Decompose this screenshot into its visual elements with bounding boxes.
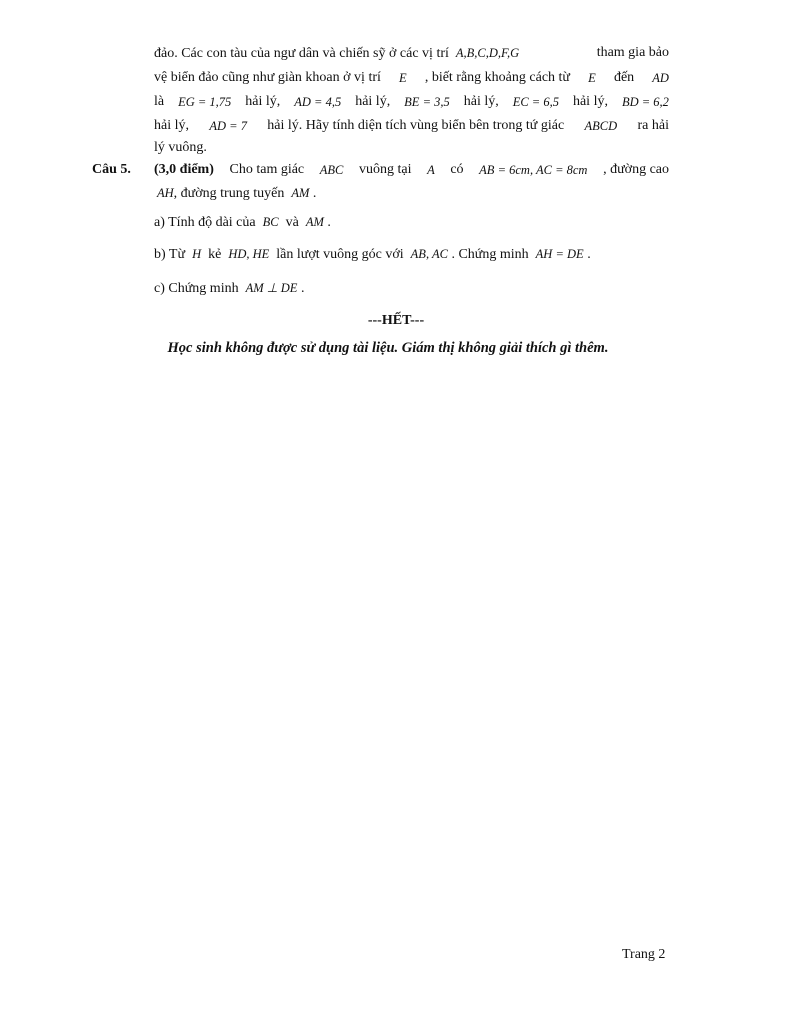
math-am-perp-de: AM ⊥ DE — [245, 281, 298, 295]
math-abcd: ABCD — [584, 119, 618, 133]
math-segment-ad: AD — [652, 71, 669, 85]
text-segment: vuông tại — [358, 162, 412, 177]
text-segment: tham gia bảo — [596, 45, 669, 60]
problem5-part-c — [154, 279, 304, 298]
problem4-line-1 — [154, 44, 669, 63]
math-point-e: E — [399, 71, 407, 85]
math-ah: AH — [157, 186, 174, 200]
text-segment: c) Chứng minh — [154, 281, 239, 296]
math-point-e: E — [588, 71, 596, 85]
math-positions: A,B,C,D,F,G — [455, 46, 520, 60]
math-bc: BC — [262, 215, 279, 229]
math-am: AM — [305, 215, 324, 229]
text-segment: hải lý, — [154, 118, 189, 133]
problem5-line-2 — [157, 184, 316, 203]
text-segment: b) Từ — [154, 247, 186, 262]
text-segment: a) Tính độ dài của — [154, 215, 256, 230]
exam-note: Học sinh không được sử dụng tài liệu. Giám thị không giải thích gì thêm. — [167, 340, 609, 356]
text-segment: , biết rằng khoảng cách từ — [424, 70, 571, 85]
text-segment: hải lý, — [463, 94, 499, 109]
text-segment: kẻ — [208, 247, 222, 262]
text-segment: . Chứng minh — [451, 247, 529, 262]
problem5-line-1 — [154, 161, 669, 179]
problem4-line-5: lý vuông. — [154, 140, 207, 155]
text-segment: và — [285, 215, 299, 230]
text-segment: hải lý, — [355, 94, 391, 109]
text-segment: lần lượt vuông góc với — [276, 247, 404, 262]
text-segment: hải lý, — [245, 94, 281, 109]
math-abc: ABC — [319, 163, 344, 177]
text-segment: ra hải — [637, 118, 669, 133]
text-segment: , đường trung tuyến — [173, 186, 285, 201]
text-segment: là — [154, 94, 165, 109]
text-segment: . — [327, 215, 331, 230]
math-bd: BD = 6,2 — [621, 95, 669, 109]
math-a: A — [427, 163, 435, 177]
problem4-line-3 — [154, 93, 669, 111]
math-hd-he: HD, HE — [228, 247, 270, 261]
math-h: H — [192, 247, 202, 261]
text-segment: hải lý, — [572, 94, 608, 109]
problem4-line-2 — [154, 69, 669, 87]
text-segment: hải lý. Hãy tính diện tích vùng biển bên trong tứ giác — [267, 118, 565, 133]
problem5-part-b — [154, 245, 591, 264]
problem5-part-a — [154, 213, 331, 232]
math-ab-ac: AB, AC — [410, 247, 448, 261]
problem5-label: Câu 5. — [92, 162, 131, 177]
math-eg: EG = 1,75 — [178, 95, 232, 109]
text-segment: có — [450, 162, 464, 177]
math-be: BE = 3,5 — [404, 95, 450, 109]
text-segment: Cho tam giác — [229, 162, 305, 177]
math-am: AM — [291, 186, 310, 200]
end-mark: ---HẾT--- — [367, 313, 425, 328]
text-segment: đến — [613, 70, 635, 85]
math-ad7: AD = 7 — [209, 119, 247, 133]
problem5-points: (3,0 điểm) — [154, 162, 214, 177]
text-segment: . — [300, 281, 305, 296]
math-ec: EC = 6,5 — [512, 95, 559, 109]
math-ah-de: AH = DE — [535, 247, 584, 261]
problem4-line-4 — [154, 117, 669, 135]
text-segment: , đường cao — [603, 162, 669, 177]
text-segment: đảo. Các con tàu của ngư dân và chiến sỹ ở các vị trí — [154, 46, 449, 61]
math-ad: AD = 4,5 — [294, 95, 342, 109]
text-segment: . — [312, 186, 317, 201]
page-number: Trang 2 — [622, 947, 666, 962]
text-segment: vệ biển đảo cũng như giàn khoan ở vị trí — [154, 70, 381, 85]
math-sides: AB = 6cm, AC = 8cm — [479, 163, 588, 177]
text-segment: . — [587, 247, 591, 262]
